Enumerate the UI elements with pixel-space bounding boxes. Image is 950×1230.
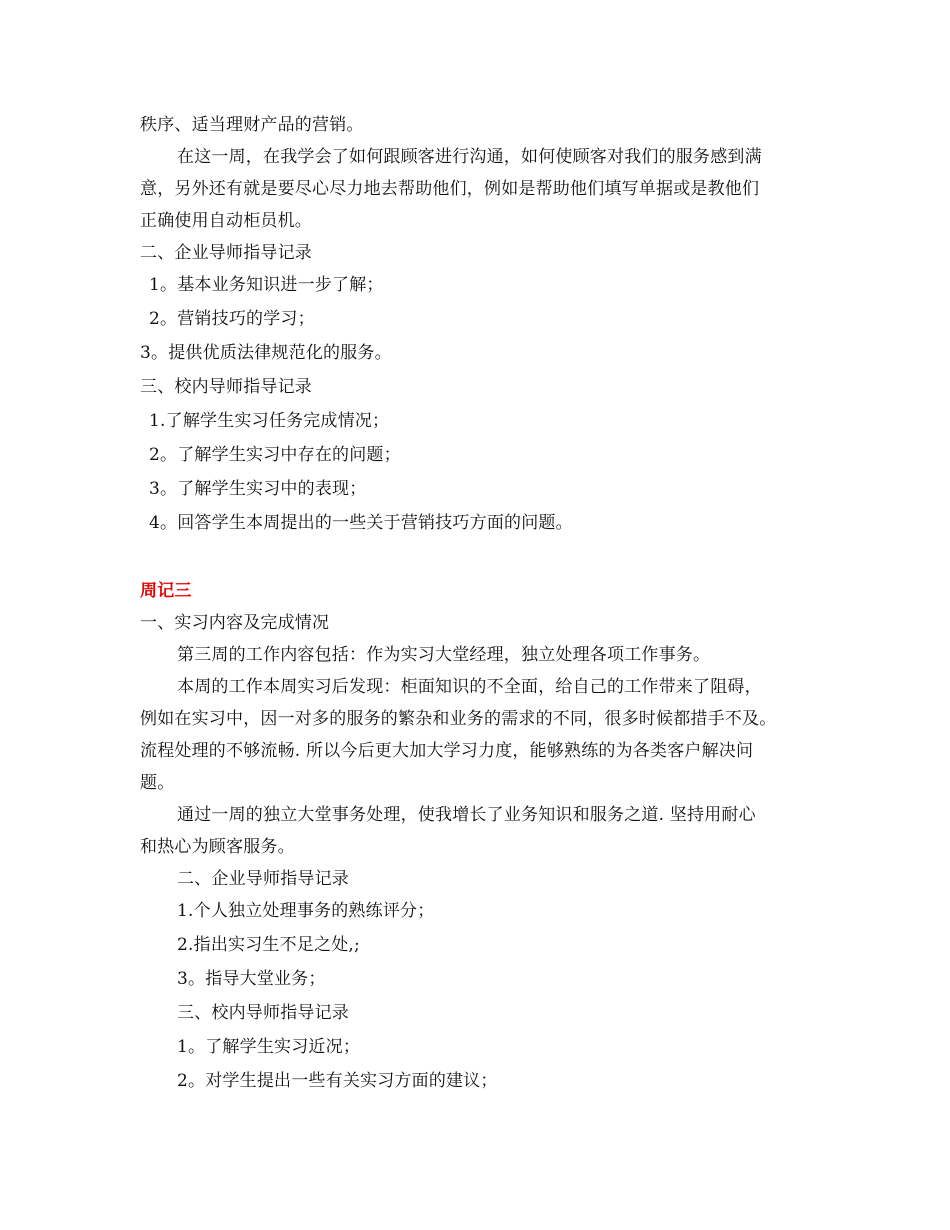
list-item: 3。指导大堂业务； [177,969,326,989]
continuation-line: 秩序、适当理财产品的营销。 [140,115,364,135]
paragraph-line: 通过一周的独立大堂事务处理，使我增长了业务知识和服务之道. 坚持用耐心 [177,805,756,825]
paragraph-line: 第三周的工作内容包括：作为实习大堂经理，独立处理各项工作事务。 [177,645,711,665]
paragraph-line: 题。 [140,773,175,793]
list-item: 1.了解学生实习任务完成情况； [149,411,390,431]
list-item: 2。了解学生实习中存在的问题； [149,445,401,465]
section-heading: 二、企业导师指导记录 [177,869,349,889]
list-item: 3。提供优质法律规范化的服务。 [140,343,392,363]
section-heading: 三、校内导师指导记录 [140,377,312,397]
list-item: 2。营销技巧的学习； [149,309,315,329]
paragraph-line: 流程处理的不够流畅. 所以今后更大加大学习力度，能够熟练的为各类客户解决问 [140,741,754,761]
list-item: 2.指出实习生不足之处,; [177,935,360,955]
paragraph-line: 例如在实习中，因一对多的服务的繁杂和业务的需求的不同，很多时候都措手不及。 [140,709,777,729]
list-item: 2。对学生提出一些有关实习方面的建议； [177,1071,498,1091]
list-item: 1。了解学生实习近况； [177,1037,361,1057]
paragraph-line: 在这一周，在我学会了如何跟顾客进行沟通，如何使顾客对我们的服务感到满 [177,147,762,167]
section-heading: 一、实习内容及完成情况 [140,613,330,633]
week-title: 周记三 [140,581,192,601]
paragraph-line: 正确使用自动柜员机。 [140,211,312,231]
list-item: 3。了解学生实习中的表现； [149,479,367,499]
section-heading: 三、校内导师指导记录 [177,1003,349,1023]
paragraph-line: 意，另外还有就是要尽心尽力地去帮助他们，例如是帮助他们填写单据或是教他们 [140,179,760,199]
paragraph-line: 本周的工作本周实习后发现：柜面知识的不全面，给自己的工作带来了阻碍， [177,677,762,697]
list-item: 1.个人独立处理事务的熟练评分； [177,901,435,921]
list-item: 4。回答学生本周提出的一些关于营销技巧方面的问题。 [149,513,573,533]
list-item: 1。基本业务知识进一步了解； [149,275,384,295]
paragraph-line: 和热心为顾客服务。 [140,837,295,857]
section-heading: 二、企业导师指导记录 [140,243,312,263]
